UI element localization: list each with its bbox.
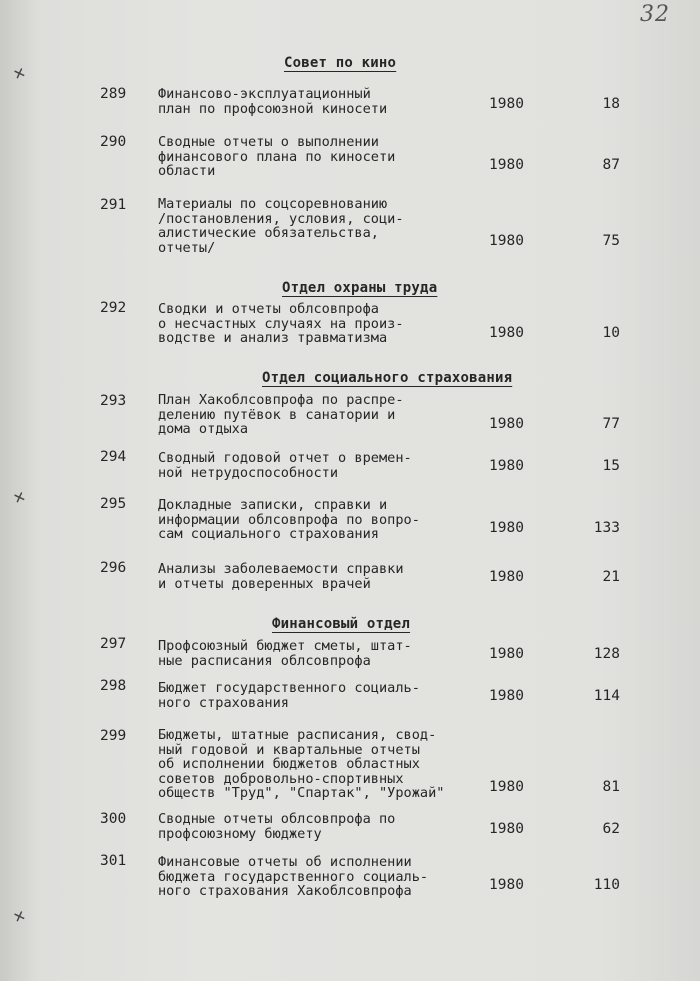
entry-title: Бюджет государственного социаль- ного страхования bbox=[158, 680, 420, 711]
binder-hole-mark: ✕ bbox=[10, 61, 29, 85]
entry-number: 295 bbox=[100, 496, 127, 512]
entry-count: 21 bbox=[602, 569, 620, 585]
entry-number: 293 bbox=[100, 393, 127, 409]
binder-hole-mark: ✕ bbox=[10, 485, 29, 509]
entry-year: 1980 bbox=[489, 877, 524, 893]
entry-year: 1980 bbox=[489, 233, 524, 249]
entry-count: 110 bbox=[593, 877, 620, 893]
entry-number: 299 bbox=[100, 728, 127, 744]
entry-title: Профсоюзный бюджет сметы, штат- ные расписания облсовпрофа bbox=[158, 638, 412, 669]
entry-number: 298 bbox=[100, 678, 127, 694]
page-number: 32 bbox=[640, 2, 670, 27]
entry-number: 301 bbox=[100, 853, 127, 869]
entry-title: Финансово-эксплуатационный план по профсоюзной киносети bbox=[158, 86, 388, 117]
section-title-labor-protection: Отдел охраны труда bbox=[282, 280, 438, 296]
entry-title: Сводки и отчеты облсовпрофа о несчастных случаях на произ- водстве и анализ травматизма bbox=[158, 301, 404, 347]
entry-title: План Хакоблсовпрофа по распре- делению путёвок в санатории и дома отдыха bbox=[158, 392, 404, 438]
entry-number: 294 bbox=[100, 449, 127, 465]
entry-count: 133 bbox=[593, 520, 620, 536]
entry-year: 1980 bbox=[489, 458, 524, 474]
entry-count: 128 bbox=[593, 646, 620, 662]
entry-year: 1980 bbox=[489, 821, 524, 837]
entry-count: 77 bbox=[602, 416, 620, 432]
entry-number: 291 bbox=[100, 197, 127, 213]
entry-count: 75 bbox=[602, 233, 620, 249]
entry-title: Сводные отчеты о выполнении финансового плана по киносети области bbox=[158, 134, 396, 180]
entry-count: 15 bbox=[602, 458, 620, 474]
entry-title: Бюджеты, штатные расписания, свод- ный годовой и квартальные отчеты об исполнении бюджетов областных советов добровольно-спортивных обществ "Труд", "Спартак", "Урожай" bbox=[158, 727, 445, 802]
entry-year: 1980 bbox=[489, 157, 524, 173]
entry-title: Финансовые отчеты об исполнении бюджета государственного социаль- ного страхования Хакоблсовпрофа bbox=[158, 854, 429, 900]
entry-year: 1980 bbox=[489, 520, 524, 536]
entry-number: 300 bbox=[100, 811, 127, 827]
section-title-social-insurance: Отдел социального страхования bbox=[262, 370, 513, 386]
entry-year: 1980 bbox=[489, 569, 524, 585]
entry-number: 289 bbox=[100, 86, 127, 102]
entry-count: 87 bbox=[602, 157, 620, 173]
entry-year: 1980 bbox=[489, 646, 524, 662]
entry-year: 1980 bbox=[489, 779, 524, 795]
entry-title: Сводные отчеты облсовпрофа по профсоюзному бюджету bbox=[158, 811, 396, 842]
entry-number: 290 bbox=[100, 134, 127, 150]
entry-title: Анализы заболеваемости справки и отчеты доверенных врачей bbox=[158, 561, 404, 592]
entry-count: 10 bbox=[602, 325, 620, 341]
entry-title: Сводный годовой отчет о времен- ной нетрудоспособности bbox=[158, 450, 412, 481]
entry-count: 18 bbox=[602, 96, 620, 112]
entry-year: 1980 bbox=[489, 325, 524, 341]
entry-year: 1980 bbox=[489, 96, 524, 112]
entry-count: 62 bbox=[602, 821, 620, 837]
entry-title: Докладные записки, справки и информации облсовпрофа по вопро- сам социального страхования bbox=[158, 497, 420, 543]
entry-year: 1980 bbox=[489, 688, 524, 704]
entry-number: 297 bbox=[100, 636, 127, 652]
entry-number: 296 bbox=[100, 560, 127, 576]
section-title-finance: Финансовый отдел bbox=[272, 616, 411, 632]
entry-title: Материалы по соцсоревнованию /постановления, условия, соци- алистические обязательства, отчеты/ bbox=[158, 196, 404, 256]
entry-count: 81 bbox=[602, 779, 620, 795]
entry-year: 1980 bbox=[489, 416, 524, 432]
section-title-film-council: Совет по кино bbox=[284, 55, 397, 71]
entry-number: 292 bbox=[100, 300, 127, 316]
entry-count: 114 bbox=[593, 688, 620, 704]
binder-hole-mark: ✕ bbox=[10, 904, 29, 928]
